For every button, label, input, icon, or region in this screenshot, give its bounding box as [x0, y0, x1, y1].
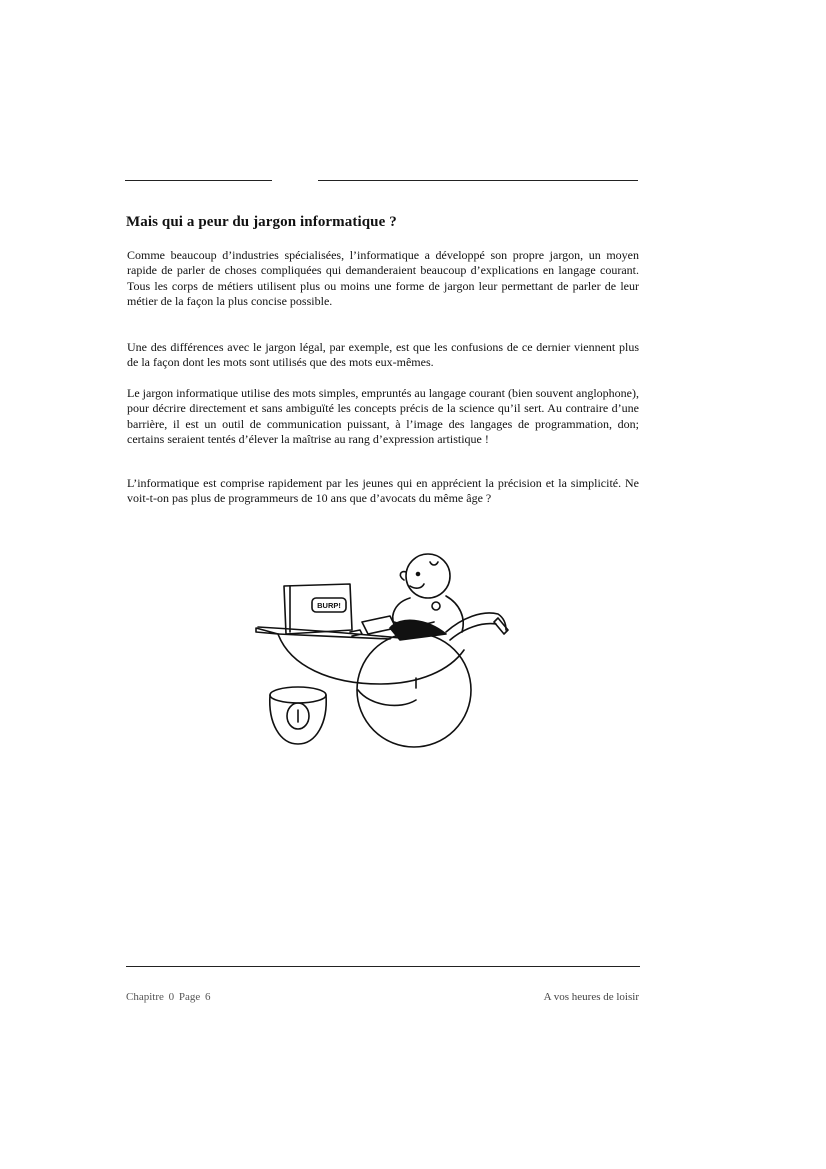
handle-drawing	[446, 613, 508, 640]
potty-drawing	[270, 687, 326, 744]
footer-rule	[126, 966, 640, 967]
footer-chapter-page: Chapitre 0 Page 6	[126, 991, 211, 1003]
wheel-drawing	[357, 633, 471, 747]
header-rule-left	[125, 180, 272, 181]
page-heading: Mais qui a peur du jargon informatique ?	[126, 214, 397, 230]
footer-section-title: A vos heures de loisir	[543, 991, 639, 1003]
header-rule-right	[318, 180, 638, 181]
paragraph-3: Le jargon informatique utilise des mots simples, empruntés au langage courant (bien souvent anglophone), pour décrire directement et sans ambiguïté les concepts précis de la science qu’il sert. Au contraire d’une barrière, il est un outil de communication puissant, à l’image des langages de programmation, don; certains seraient tentés d’élever la maîtrise au rang d’expression artistique !	[127, 386, 639, 447]
paragraph-1: Comme beaucoup d’industries spécialisées, l’informatique a développé son propre jargon, un moyen rapide de parler de choses compliquées qui demanderaient beaucoup d’explications en langage courant. Tous les corps de métiers utilisent plus ou moins une forme de jargon leur permettant de parler de leur métier de la façon la plus concise possible.	[127, 248, 639, 309]
computer-drawing	[284, 584, 396, 636]
paragraph-2: Une des différences avec le jargon légal, par exemple, est que les confusions de ce dernier viennent plus de la façon dont les mots sont utilisés que des mots eux-mêmes.	[127, 340, 639, 370]
paragraph-4: L’informatique est comprise rapidement par les jeunes qui en apprécient la précision et la simplicité. Ne voit-t-on pas plus de programmeurs de 10 ans que d’avocats du même âge ?	[127, 476, 639, 506]
baby-computer-illustration	[250, 548, 530, 762]
screen-burp-text: BURP!	[317, 601, 341, 610]
